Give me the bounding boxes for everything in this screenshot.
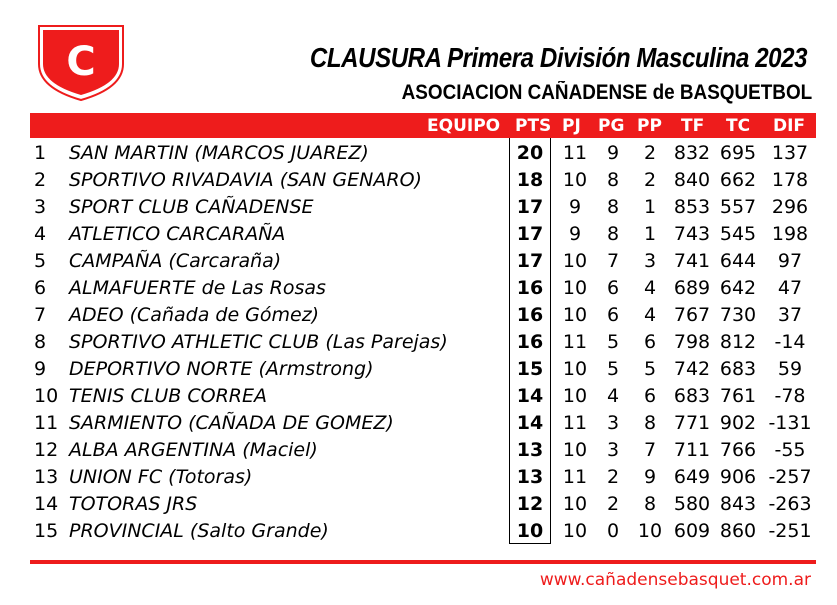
table-row	[0, 193, 837, 220]
cell-team: ATLETICO CARCARAÑA	[69, 223, 286, 245]
cell-pj: 9	[568, 196, 582, 218]
footer-url[interactable]: www.cañadensebasquet.com.ar	[539, 570, 811, 590]
cell-dif: 137	[771, 142, 809, 164]
cell-pg: 3	[606, 439, 620, 461]
cell-pp: 4	[643, 277, 657, 299]
cell-pos: 2	[34, 169, 47, 191]
cell-pos: 1	[34, 142, 47, 164]
cell-pg: 5	[606, 331, 620, 353]
cell-tf: 832	[673, 142, 711, 164]
cell-pts: 17	[516, 223, 544, 245]
cell-tf: 798	[673, 331, 711, 353]
cell-pg: 6	[606, 304, 620, 326]
cell-team: SPORTIVO RIVADAVIA (SAN GENARO)	[69, 169, 422, 191]
cell-tf: 711	[673, 439, 711, 461]
cell-tf: 853	[673, 196, 711, 218]
cell-pts: 20	[516, 142, 544, 164]
cell-tc: 906	[719, 466, 757, 488]
cell-pj: 10	[562, 277, 588, 299]
cell-pg: 0	[606, 520, 620, 542]
cell-dif: 97	[777, 250, 803, 272]
cell-dif: 198	[771, 223, 809, 245]
cell-pj: 10	[562, 493, 588, 515]
cell-pg: 8	[606, 223, 620, 245]
club-logo	[36, 22, 126, 102]
cell-pj: 10	[562, 304, 588, 326]
cell-pp: 4	[643, 304, 657, 326]
shield-icon	[36, 22, 126, 102]
cell-team: TOTORAS JRS	[69, 493, 198, 515]
cell-team: SAN MARTIN (MARCOS JUAREZ)	[69, 142, 369, 164]
cell-dif: -131	[768, 412, 812, 434]
cell-pp: 8	[643, 493, 657, 515]
header-pts: PTS	[515, 116, 552, 136]
cell-team: DEPORTIVO NORTE (Armstrong)	[69, 358, 374, 380]
cell-tc: 761	[719, 385, 757, 407]
cell-pj: 10	[562, 250, 588, 272]
header-tc: TC	[726, 116, 751, 136]
cell-pts: 14	[516, 412, 544, 434]
cell-dif: -14	[774, 331, 806, 353]
cell-pp: 8	[643, 412, 657, 434]
cell-team: ALBA ARGENTINA (Maciel)	[69, 439, 318, 461]
table-row	[0, 139, 837, 166]
cell-tc: 860	[719, 520, 757, 542]
table-row	[0, 355, 837, 382]
cell-pj: 10	[562, 520, 588, 542]
cell-pos: 13	[34, 466, 59, 488]
cell-pp: 1	[643, 196, 657, 218]
cell-team: ALMAFUERTE de Las Rosas	[69, 277, 326, 299]
footer-divider	[30, 560, 816, 564]
cell-pos: 9	[34, 358, 47, 380]
cell-dif: -78	[774, 385, 806, 407]
cell-pg: 2	[606, 466, 620, 488]
cell-pj: 11	[562, 142, 588, 164]
cell-team: CAMPAÑA (Carcaraña)	[69, 250, 282, 272]
page-title: CLAUSURA Primera División Masculina 2023	[309, 42, 807, 73]
cell-pp: 2	[643, 142, 657, 164]
cell-dif: 47	[777, 277, 803, 299]
cell-tc: 902	[719, 412, 757, 434]
cell-pts: 17	[516, 196, 544, 218]
cell-pts: 13	[516, 466, 544, 488]
header-tf: TF	[681, 116, 705, 136]
cell-pg: 9	[606, 142, 620, 164]
cell-pp: 5	[643, 358, 657, 380]
cell-pos: 14	[34, 493, 59, 515]
cell-pos: 3	[34, 196, 47, 218]
cell-dif: 296	[771, 196, 809, 218]
cell-pg: 3	[606, 412, 620, 434]
cell-pj: 11	[562, 412, 588, 434]
table-row	[0, 409, 837, 436]
table-row	[0, 274, 837, 301]
table-row	[0, 463, 837, 490]
cell-pp: 2	[643, 169, 657, 191]
cell-pg: 5	[606, 358, 620, 380]
cell-tc: 662	[719, 169, 757, 191]
cell-tc: 843	[719, 493, 757, 515]
cell-team: TENIS CLUB CORREA	[69, 385, 267, 407]
cell-pg: 6	[606, 277, 620, 299]
cell-pos: 10	[34, 385, 59, 407]
cell-pts: 17	[516, 250, 544, 272]
cell-dif: -257	[768, 466, 812, 488]
cell-pp: 9	[643, 466, 657, 488]
cell-pj: 10	[562, 439, 588, 461]
table-row	[0, 220, 837, 247]
cell-dif: 37	[777, 304, 803, 326]
header-pg: PG	[598, 116, 625, 136]
cell-tf: 767	[673, 304, 711, 326]
cell-dif: -55	[774, 439, 806, 461]
cell-pp: 1	[643, 223, 657, 245]
table-row	[0, 166, 837, 193]
cell-pp: 6	[643, 331, 657, 353]
table-row	[0, 490, 837, 517]
cell-pos: 6	[34, 277, 47, 299]
cell-tf: 689	[673, 277, 711, 299]
cell-tf: 580	[673, 493, 711, 515]
cell-pg: 4	[606, 385, 620, 407]
cell-tf: 743	[673, 223, 711, 245]
cell-tc: 812	[719, 331, 757, 353]
cell-pp: 7	[643, 439, 657, 461]
cell-pts: 16	[516, 304, 544, 326]
table-row	[0, 382, 837, 409]
cell-pg: 8	[606, 169, 620, 191]
table-row	[0, 301, 837, 328]
cell-pts: 13	[516, 439, 544, 461]
cell-tc: 642	[719, 277, 757, 299]
header-pj: PJ	[562, 116, 581, 136]
cell-pj: 10	[562, 358, 588, 380]
cell-pts: 18	[516, 169, 544, 191]
cell-pos: 11	[34, 412, 59, 434]
header-dif: DIF	[773, 116, 806, 136]
logo-letter: C	[66, 39, 96, 85]
cell-tc: 730	[719, 304, 757, 326]
cell-pj: 9	[568, 223, 582, 245]
cell-pj: 10	[562, 169, 588, 191]
cell-dif: -251	[768, 520, 812, 542]
cell-pos: 12	[34, 439, 59, 461]
header-pp: PP	[637, 116, 662, 136]
cell-pts: 15	[516, 358, 544, 380]
cell-pts: 16	[516, 331, 544, 353]
cell-team: SPORT CLUB CAÑADENSE	[69, 196, 314, 218]
table-row	[0, 247, 837, 274]
cell-pos: 15	[34, 520, 59, 542]
cell-tf: 683	[673, 385, 711, 407]
cell-pj: 10	[562, 385, 588, 407]
cell-tc: 644	[719, 250, 757, 272]
cell-pg: 7	[606, 250, 620, 272]
cell-tc: 683	[719, 358, 757, 380]
cell-tc: 545	[719, 223, 757, 245]
table-row	[0, 328, 837, 355]
cell-team: SPORTIVO ATHLETIC CLUB (Las Parejas)	[69, 331, 448, 353]
table-row	[0, 517, 837, 544]
cell-dif: 178	[771, 169, 809, 191]
cell-pos: 8	[34, 331, 47, 353]
cell-dif: -263	[768, 493, 812, 515]
cell-tf: 649	[673, 466, 711, 488]
cell-tf: 771	[673, 412, 711, 434]
cell-tf: 840	[673, 169, 711, 191]
page-subtitle: ASOCIACION CAÑADENSE de BASQUETBOL	[401, 81, 812, 104]
cell-tc: 557	[719, 196, 757, 218]
cell-dif: 59	[777, 358, 803, 380]
cell-pj: 11	[562, 331, 588, 353]
cell-pos: 7	[34, 304, 47, 326]
cell-tc: 766	[719, 439, 757, 461]
cell-pg: 2	[606, 493, 620, 515]
cell-pp: 6	[643, 385, 657, 407]
cell-tf: 741	[673, 250, 711, 272]
cell-pos: 5	[34, 250, 47, 272]
header-team: EQUIPO	[427, 116, 501, 136]
cell-tf: 742	[673, 358, 711, 380]
standings-table	[0, 139, 837, 544]
cell-pj: 11	[562, 466, 588, 488]
cell-pp: 3	[643, 250, 657, 272]
cell-pp: 10	[637, 520, 663, 542]
cell-team: PROVINCIAL (Salto Grande)	[69, 520, 329, 542]
cell-pg: 8	[606, 196, 620, 218]
cell-pts: 12	[516, 493, 544, 515]
cell-pts: 14	[516, 385, 544, 407]
cell-pos: 4	[34, 223, 47, 245]
cell-team: ADEO (Cañada de Gómez)	[69, 304, 320, 326]
cell-tf: 609	[673, 520, 711, 542]
table-header	[30, 113, 816, 138]
cell-team: SARMIENTO (CAÑADA DE GOMEZ)	[69, 412, 394, 434]
cell-pts: 10	[516, 520, 544, 542]
cell-pts: 16	[516, 277, 544, 299]
table-row	[0, 436, 837, 463]
cell-tc: 695	[719, 142, 757, 164]
cell-team: UNION FC (Totoras)	[69, 466, 253, 488]
